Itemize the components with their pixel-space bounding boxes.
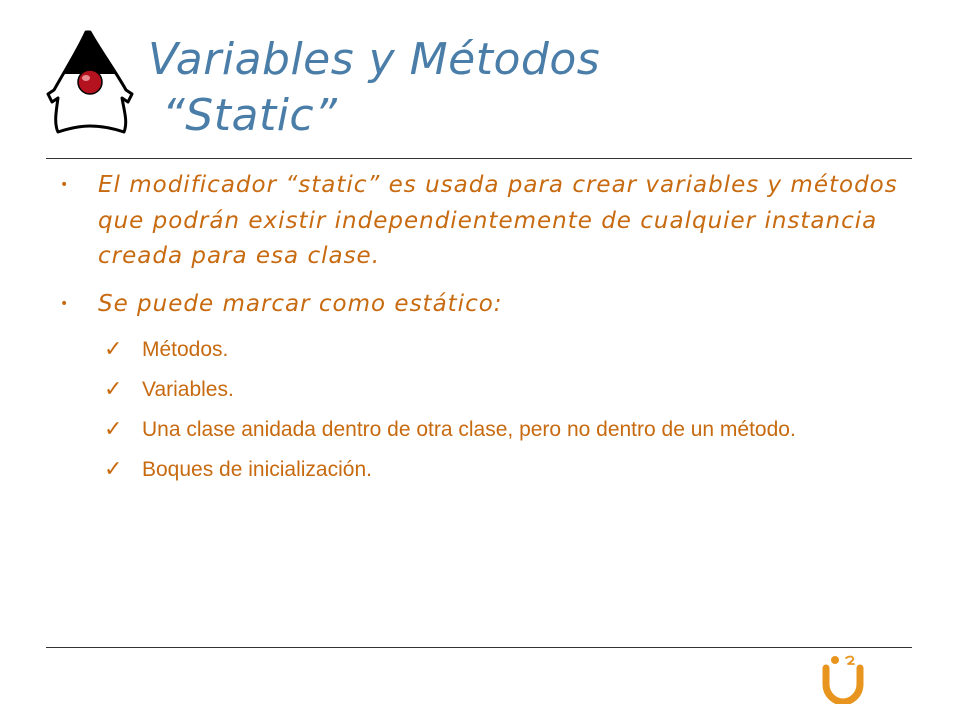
checkmark-icon: ✓: [104, 417, 123, 442]
footer-brand-logo: [818, 654, 868, 704]
bullet-item: [60, 287, 920, 323]
checkmark-icon: ✓: [104, 377, 123, 402]
bullet-text: El modificador “static” es usada para crear variables y métodos que podrán existir independientemente de cualquier instancia creada para esa clase.: [98, 172, 898, 269]
checkmark-icon: ✓: [104, 457, 123, 482]
checkmark-icon: ✓: [104, 337, 123, 362]
bullet-text: Se puede marcar como estático:: [98, 290, 503, 317]
checklist-text: Una clase anidada dentro de otra clase, pero no dentro de un método.: [142, 418, 796, 441]
slide-body: [60, 168, 920, 485]
slide-title: [148, 32, 908, 144]
bullet-item: [60, 168, 920, 275]
checklist-item: [60, 414, 920, 445]
bullet-marker: •: [60, 295, 70, 312]
checklist-item: [60, 334, 920, 365]
bottom-divider: [46, 647, 912, 648]
slide-title-line-2: “Static”: [162, 90, 338, 141]
checklist-item: [60, 454, 920, 485]
top-divider: [46, 158, 912, 159]
checklist-text: Boques de inicialización.: [142, 458, 372, 481]
checklist-text: Variables.: [142, 378, 234, 401]
slide-title-line-1: Variables y Métodos: [148, 34, 601, 85]
checklist-text: Métodos.: [142, 338, 229, 361]
checklist-item: [60, 374, 920, 405]
duke-mascot-icon: [42, 28, 138, 138]
checklist: [60, 334, 920, 485]
bullet-marker: •: [60, 177, 70, 193]
